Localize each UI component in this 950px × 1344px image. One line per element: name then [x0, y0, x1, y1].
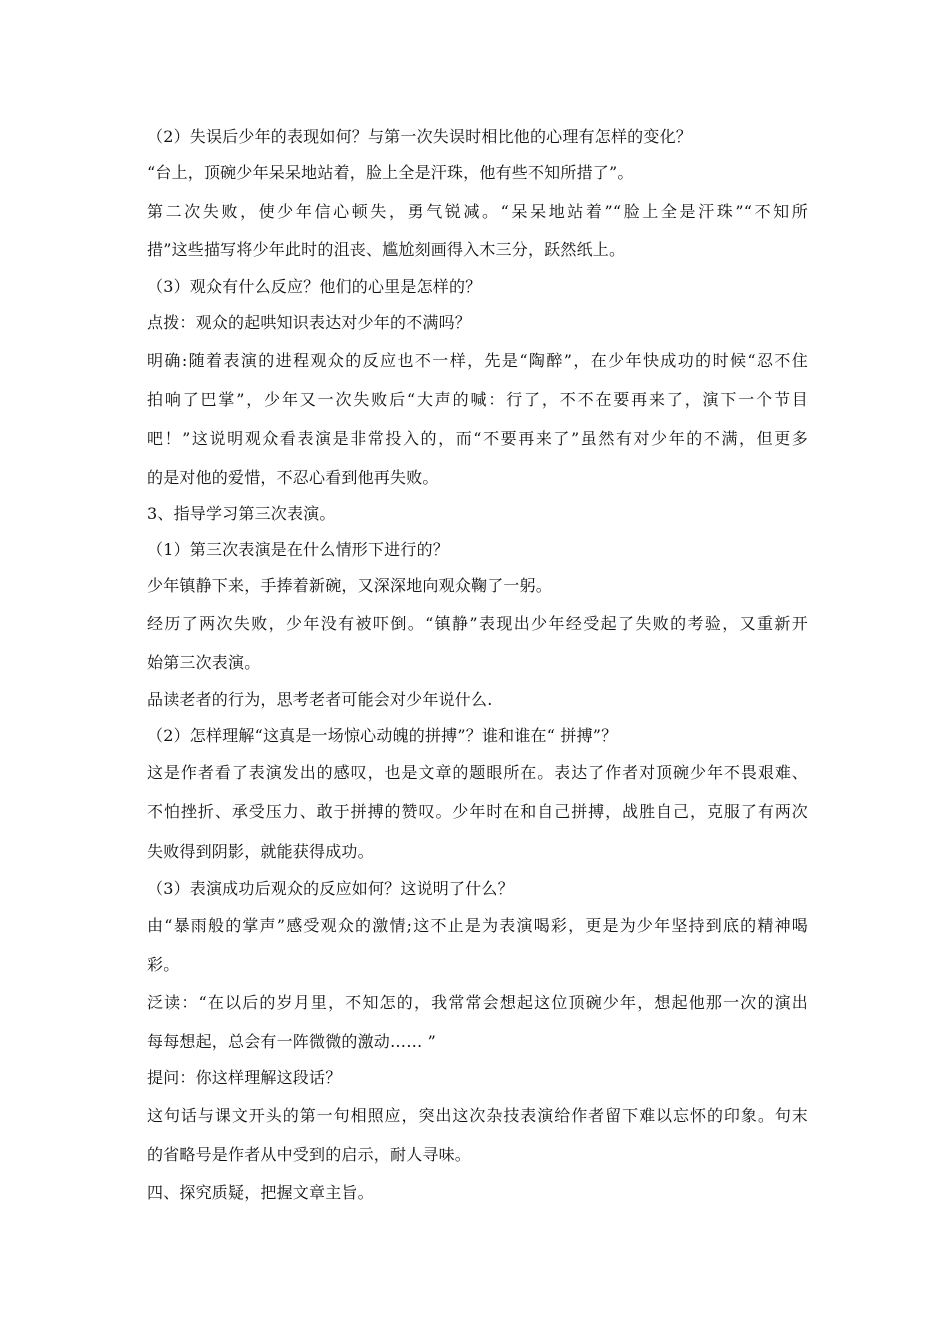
text-line: 少年镇静下来，手捧着新碗，又深深地向观众鞠了一躬。 [147, 576, 553, 595]
text-line: 提问：你这样理解这段话？ [147, 1068, 342, 1087]
text-line: 泛读：“在以后的岁月里，不知怎的，我常常会想起这位顶碗少年，想起他那一次的演出 [147, 993, 808, 1012]
text-line: 这是作者看了表演发出的感叹，也是文章的题眼所在。表达了作者对顶碗少年不畏艰难、 [147, 763, 808, 782]
text-line: 由“暴雨般的掌声”感受观众的激情;这不止是为表演喝彩，更是为少年坚持到底的精神喝 [147, 916, 808, 935]
text-line: 每每想起，总会有一阵微微的激动…… ” [147, 1032, 437, 1051]
text-line: 点拨：观众的起哄知识表达对少年的不满吗？ [147, 313, 472, 332]
text-line: 这句话与课文开头的第一句相照应，突出这次杂技表演给作者留下难以忘怀的印象。句末 [147, 1106, 808, 1125]
text-line: 经历了两次失败，少年没有被吓倒。“镇静”表现出少年经受起了失败的考验，又重新开 [147, 614, 808, 633]
text-line: 四、探究质疑，把握文章主旨。 [147, 1183, 374, 1202]
text-line: “台上，顶碗少年呆呆地站着，脸上全是汗珠，他有些不知所措了”。 [147, 163, 634, 182]
text-line: （2）怎样理解“这真是一场惊心动魄的拼搏”？谁和谁在“ 拼搏”？ [147, 726, 618, 745]
text-line: （3）表演成功后观众的反应如何？这说明了什么？ [147, 879, 514, 898]
text-line: 第二次失败，使少年信心顿失，勇气锐减。“呆呆地站着”“脸上全是汗珠”“不知所 [147, 202, 808, 221]
text-line: （3）观众有什么反应？他们的心里是怎样的？ [147, 277, 482, 296]
text-line: 3、指导学习第三次表演。 [147, 504, 336, 523]
text-line: 拍响了巴掌”，少年又一次失败后“大声的喊：行了，不不在要再来了，演下一个节目 [147, 390, 808, 409]
text-line: 不怕挫折、承受压力、敢于拼搏的赞叹。少年时在和自己拼搏，战胜自己，克服了有两次 [147, 802, 808, 821]
text-line: 始第三次表演。 [147, 653, 261, 672]
text-line: 彩。 [147, 955, 180, 974]
text-line: 的省略号是作者从中受到的启示，耐人寻味。 [147, 1145, 472, 1164]
text-line: 措”这些描写将少年此时的沮丧、尴尬刻画得入木三分，跃然纸上。 [147, 240, 626, 259]
text-line: 明确:随着表演的进程观众的反应也不一样，先是“陶醉”，在少年快成功的时候“忍不住 [147, 351, 808, 370]
text-line: 品读老者的行为，思考老者可能会对少年说什么. [147, 690, 493, 709]
text-line: 吧！”这说明观众看表演是非常投入的，而“不要再来了”虽然有对少年的不满，但更多 [147, 429, 808, 448]
text-line: 的是对他的爱惜，不忍心看到他再失败。 [147, 468, 439, 487]
text-line: （1）第三次表演是在什么情形下进行的？ [147, 540, 449, 559]
text-line: （2）失误后少年的表现如何？与第一次失误时相比他的心理有怎样的变化？ [147, 127, 692, 146]
text-line: 失败得到阴影，就能获得成功。 [147, 842, 374, 861]
